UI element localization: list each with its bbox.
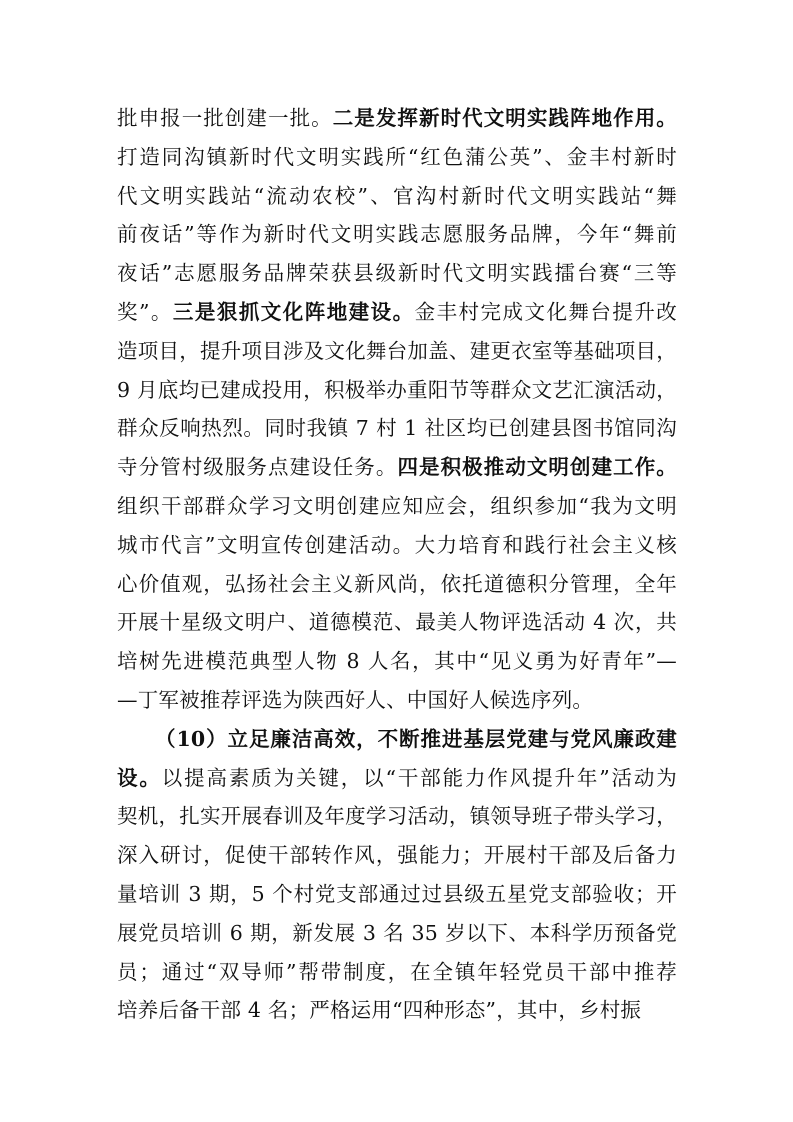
text-run: 夜话”志愿服务品牌荣获县级新时代文明实践擂台赛“三等 <box>117 261 677 286</box>
text-line <box>117 371 677 410</box>
bold-heading-run: 设。 <box>117 765 162 790</box>
text-line <box>117 177 677 216</box>
text-line <box>117 914 677 953</box>
text-run: 员；通过“双导师”帮带制度，在全镇年轻党员干部中推荐 <box>117 959 677 984</box>
text-run: 展党员培训 6 期，新发展 3 名 35 岁以下、本科学历预备党 <box>117 920 677 945</box>
text-line <box>117 138 677 177</box>
text-run: 契机，扎实开展春训及年度学习活动，镇领导班子带头学习， <box>117 804 677 829</box>
text-line <box>117 526 677 565</box>
text-line <box>117 254 677 293</box>
text-line <box>117 720 677 759</box>
document-body <box>117 99 677 1030</box>
text-run: 培养后备干部 4 名；严格运用“四种形态”，其中，乡村振 <box>117 998 642 1023</box>
bold-heading-run: （10）立足廉洁高效，不断推进基层党建与党风廉政建 <box>155 726 677 751</box>
bold-heading-run: 二是发挥新时代文明实践阵地作用。 <box>332 106 677 130</box>
text-line <box>117 991 677 1030</box>
text-run: 打造同沟镇新时代文明实践所“红色蒲公英”、金丰村新时 <box>117 144 677 169</box>
text-line <box>117 603 677 642</box>
text-line <box>117 836 677 875</box>
text-run: 寺分管村级服务点建设任务。 <box>117 455 398 480</box>
text-run: 9 月底均已建成投用，积极举办重阳节等群众文艺汇演活动， <box>117 377 677 402</box>
text-run: 培树先进模范典型人物 8 人名，其中“见义勇为好青年”— <box>117 649 677 674</box>
text-run: 奖”。 <box>117 299 173 324</box>
text-line <box>117 487 677 526</box>
text-run: 组织干部群众学习文明创建应知应会，组织参加“我为文明 <box>117 493 677 518</box>
text-run: 城市代言”文明宣传创建活动。大力培育和践行社会主义核 <box>117 532 677 557</box>
text-run: 金丰村完成文化舞台提升改 <box>414 299 677 324</box>
text-run: 群众反响热烈。同时我镇 7 村 1 社区均已创建县图书馆同沟 <box>117 416 677 441</box>
text-line <box>117 875 677 914</box>
text-line <box>117 409 677 448</box>
text-line <box>117 99 677 138</box>
bold-heading-run: 四是积极推动文明创建工作。 <box>397 455 677 480</box>
text-run: 量培训 3 期，5 个村党支部通过过县级五星党支部验收；开 <box>117 881 677 906</box>
text-run: 心价值观，弘扬社会主义新风尚，依托道德积分管理，全年 <box>117 571 677 596</box>
text-line <box>117 797 677 836</box>
bold-heading-run: 三是狠抓文化阵地建设。 <box>172 299 415 324</box>
text-run: 造项目，提升项目涉及文化舞台加盖、建更衣室等基础项目， <box>117 338 677 363</box>
text-line <box>117 953 677 992</box>
text-line <box>117 565 677 604</box>
text-run: 深入研讨，促使干部转作风，强能力；开展村干部及后备力 <box>117 843 677 868</box>
text-line <box>117 332 677 371</box>
text-run: 以提高素质为关键，以“干部能力作风提升年”活动为 <box>161 765 677 790</box>
text-run: 开展十星级文明户、道德模范、最美人物评选活动 4 次，共 <box>117 610 677 635</box>
text-line <box>117 215 677 254</box>
text-run: 批申报一批创建一批。 <box>117 106 333 130</box>
text-line <box>117 759 677 798</box>
text-line <box>117 642 677 681</box>
text-line <box>117 448 677 487</box>
text-run: —丁军被推荐评选为陕西好人、中国好人候选序列。 <box>117 687 594 712</box>
text-run: 前夜话”等作为新时代文明实践志愿服务品牌，今年“舞前 <box>117 222 677 247</box>
text-line <box>117 293 677 332</box>
text-run: 代文明实践站“流动农校”、官沟村新时代文明实践站“舞 <box>117 183 677 208</box>
text-line <box>117 681 677 720</box>
